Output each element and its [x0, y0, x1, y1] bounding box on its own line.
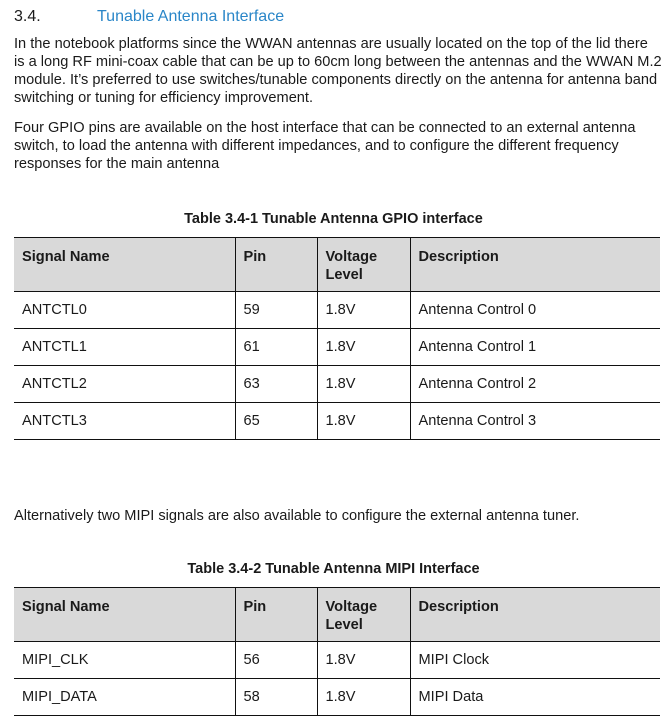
- description-cell: MIPI Clock: [410, 642, 660, 679]
- description-cell: Antenna Control 1: [410, 329, 660, 366]
- header-voltage-level: Voltage Level: [317, 588, 410, 642]
- gpio-table: [14, 237, 660, 440]
- table-row: [14, 642, 660, 679]
- signal-name-cell: ANTCTL2: [14, 366, 235, 403]
- table-header-row: [14, 238, 660, 292]
- pin-cell: 65: [235, 403, 317, 440]
- mipi-table: [14, 587, 660, 716]
- header-voltage-level: Voltage Level: [317, 238, 410, 292]
- header-signal-name: Signal Name: [14, 238, 235, 292]
- signal-name-cell: MIPI_DATA: [14, 679, 235, 716]
- table-row: [14, 329, 660, 366]
- description-cell: Antenna Control 0: [410, 292, 660, 329]
- section-number: 3.4.: [14, 8, 41, 25]
- voltage-cell: 1.8V: [317, 403, 410, 440]
- pin-cell: 58: [235, 679, 317, 716]
- signal-name-cell: MIPI_CLK: [14, 642, 235, 679]
- description-cell: MIPI Data: [410, 679, 660, 716]
- header-signal-name: Signal Name: [14, 588, 235, 642]
- signal-name-cell: ANTCTL0: [14, 292, 235, 329]
- table-row: [14, 403, 660, 440]
- section-title: Tunable Antenna Interface: [97, 8, 285, 25]
- header-description: Description: [410, 238, 660, 292]
- header-pin: Pin: [235, 238, 317, 292]
- voltage-cell: 1.8V: [317, 679, 410, 716]
- signal-name-cell: ANTCTL1: [14, 329, 235, 366]
- pin-cell: 59: [235, 292, 317, 329]
- pin-cell: 61: [235, 329, 317, 366]
- gpio-table-caption: Table 3.4-1 Tunable Antenna GPIO interface: [184, 211, 483, 227]
- voltage-cell: 1.8V: [317, 366, 410, 403]
- mipi-table-caption: Table 3.4-2 Tunable Antenna MIPI Interface: [187, 561, 480, 577]
- pin-cell: 63: [235, 366, 317, 403]
- description-cell: Antenna Control 3: [410, 403, 660, 440]
- gpio-paragraph: Four GPIO pins are available on the host interface that can be connected to an external antenna switch, to load the antenna with different impedances, and to configure the different frequency responses for the main antenna: [14, 120, 636, 172]
- voltage-cell: 1.8V: [317, 642, 410, 679]
- voltage-cell: 1.8V: [317, 329, 410, 366]
- table-row: [14, 292, 660, 329]
- header-description: Description: [410, 588, 660, 642]
- table-row: [14, 679, 660, 716]
- table-header-row: [14, 588, 660, 642]
- section-heading: [14, 6, 284, 28]
- voltage-cell: 1.8V: [317, 292, 410, 329]
- header-pin: Pin: [235, 588, 317, 642]
- description-cell: Antenna Control 2: [410, 366, 660, 403]
- signal-name-cell: ANTCTL3: [14, 403, 235, 440]
- intro-paragraph: In the notebook platforms since the WWAN antennas are usually located on the top of the lid there is a long RF mini-coax cable that can be up to 60cm long between the antennas and the WWAN M.2 module. It’s preferred to use switches/tunable components directly on the antenna for antenna band switching or tuning for efficiency improvement.: [14, 36, 662, 106]
- table-row: [14, 366, 660, 403]
- mipi-paragraph: Alternatively two MIPI signals are also available to configure the external antenna tuner.: [14, 508, 580, 524]
- pin-cell: 56: [235, 642, 317, 679]
